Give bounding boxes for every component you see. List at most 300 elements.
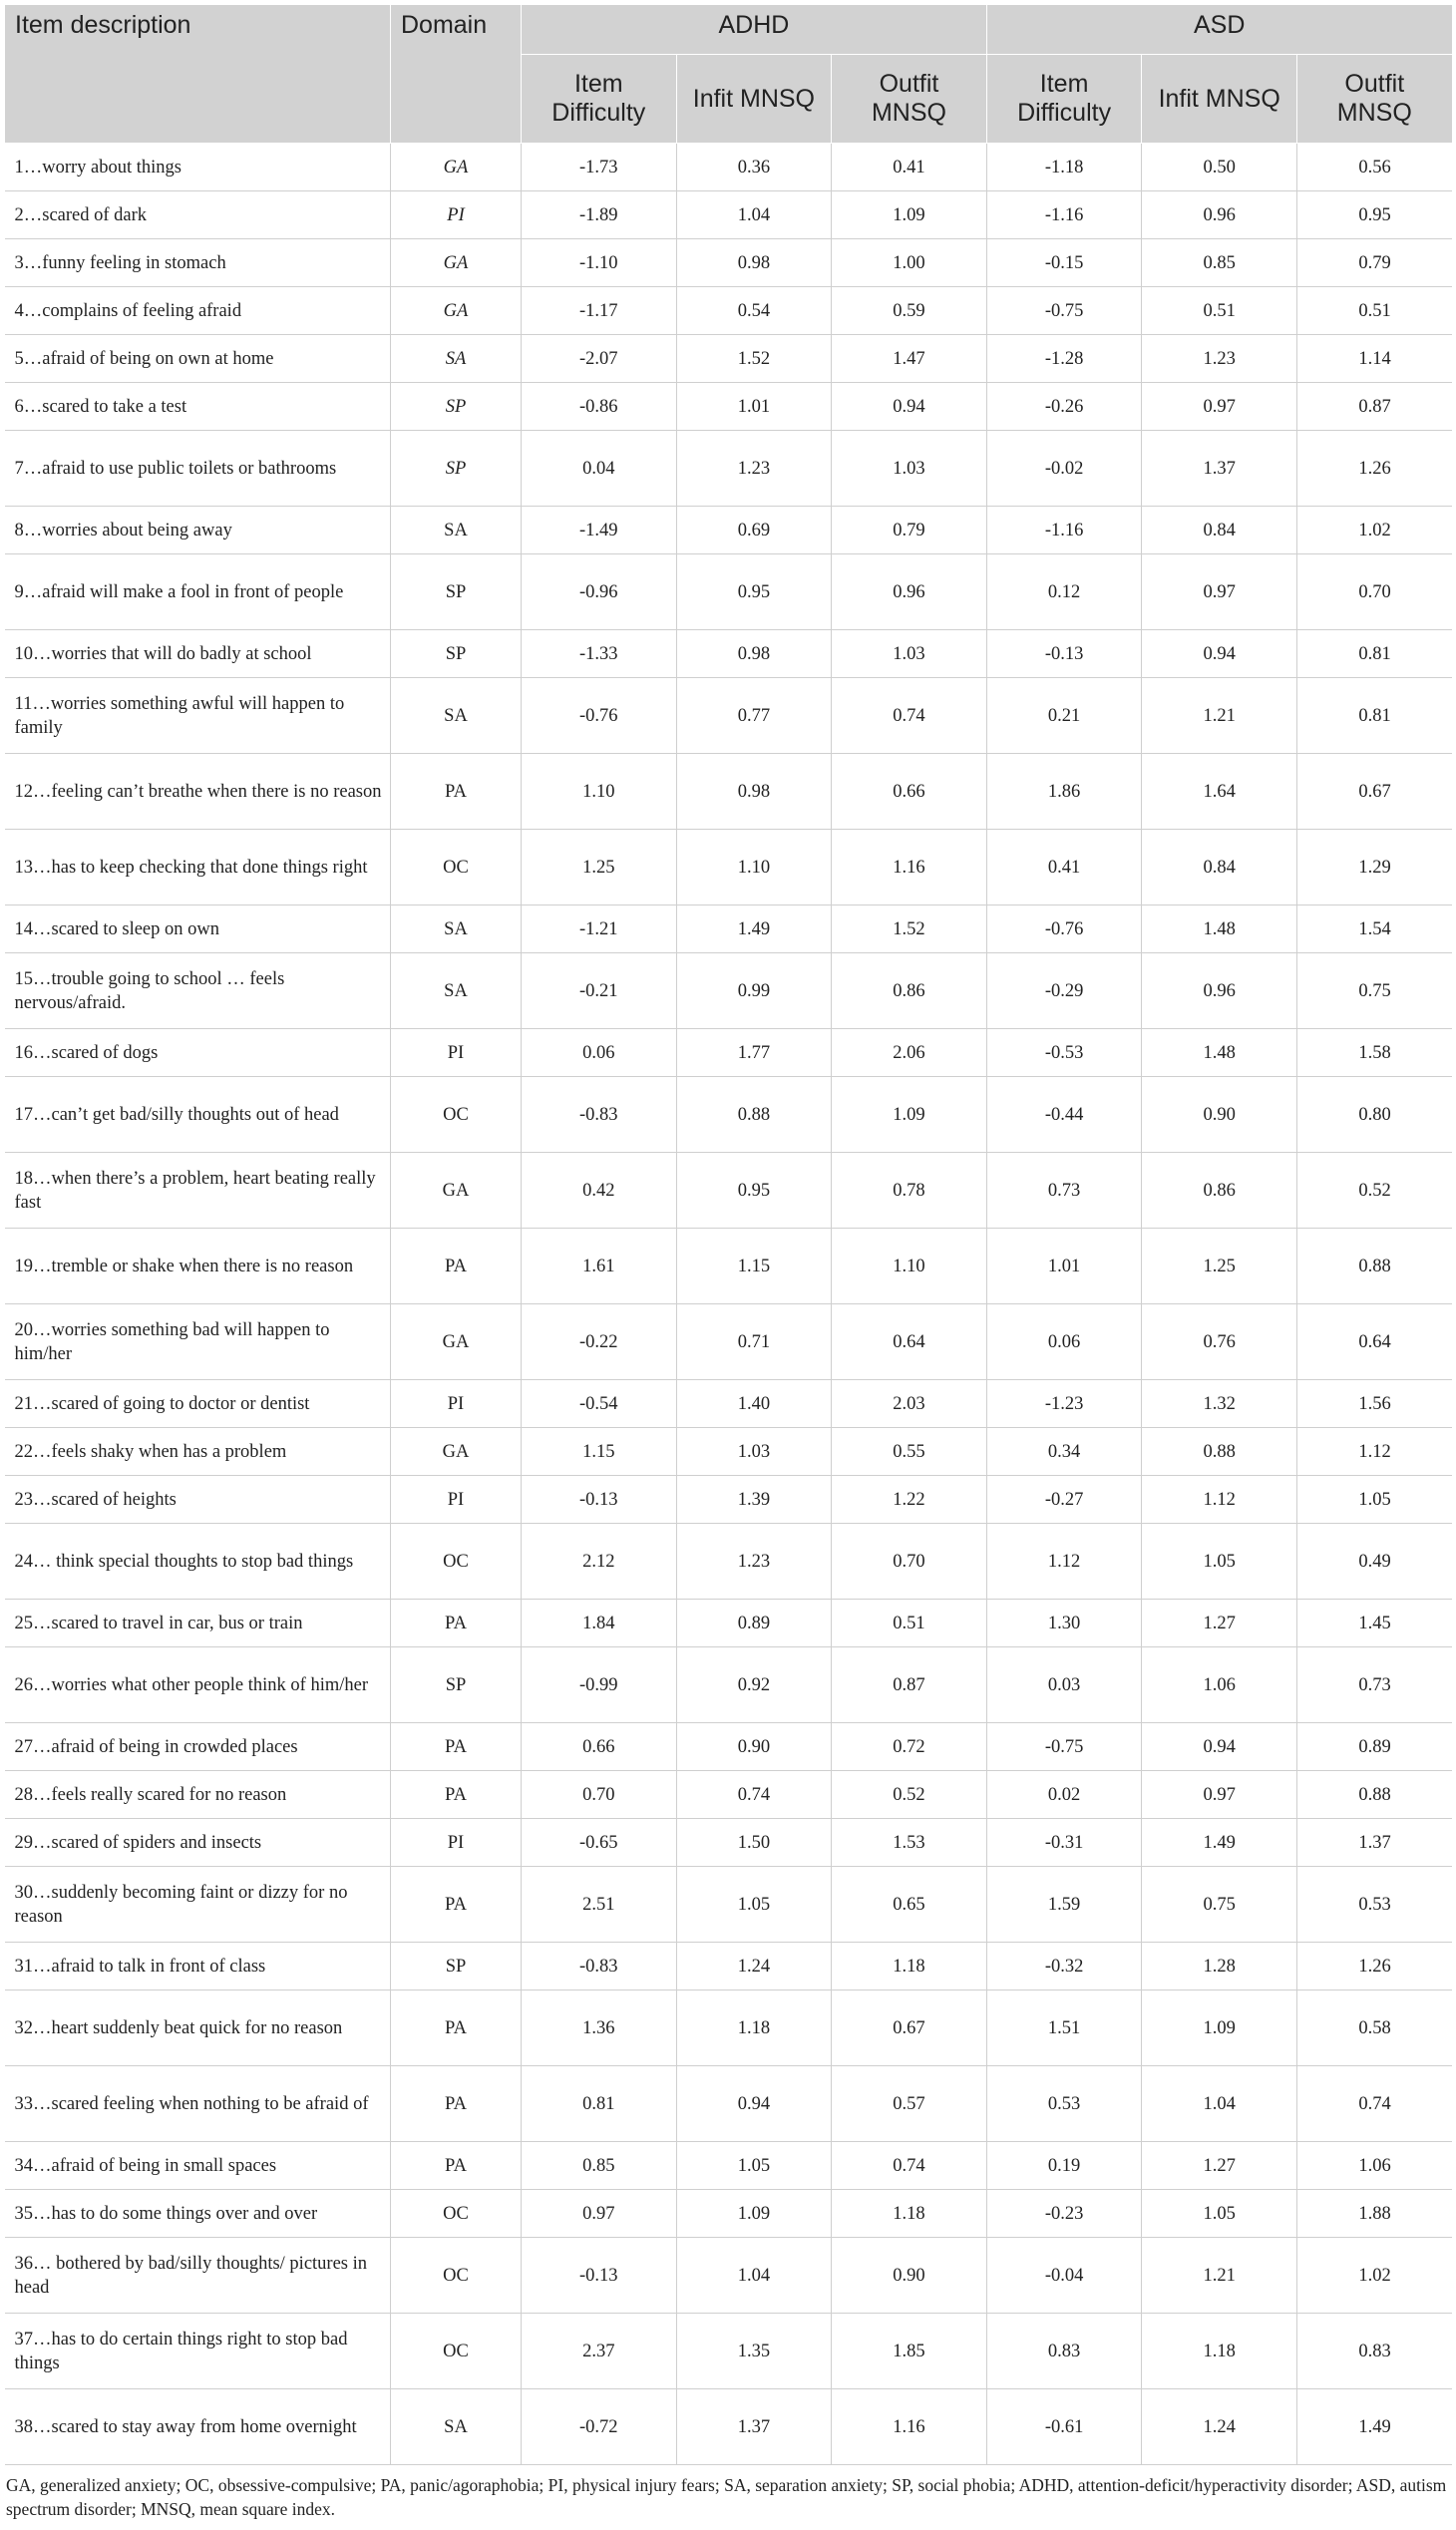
asd-outfit-mnsq-cell: 0.64 (1296, 1304, 1452, 1380)
adhd-outfit-mnsq-cell: 0.86 (832, 953, 987, 1029)
domain-cell: PA (391, 2142, 522, 2190)
asd-outfit-mnsq-cell: 0.67 (1296, 754, 1452, 830)
item-description-cell: 31…afraid to talk in front of class (5, 1943, 391, 1990)
item-description-cell: 5…afraid of being on own at home (5, 335, 391, 383)
adhd-item-difficulty-cell: -1.73 (522, 144, 677, 191)
item-description-cell: 9…afraid will make a fool in front of people (5, 554, 391, 630)
domain-cell: PI (391, 1380, 522, 1428)
adhd-outfit-mnsq-cell: 0.66 (832, 754, 987, 830)
asd-outfit-mnsq-cell: 0.74 (1296, 2066, 1452, 2142)
asd-outfit-mnsq-cell: 0.95 (1296, 191, 1452, 239)
table-row (5, 1304, 1453, 1380)
table-row (5, 2238, 1453, 2314)
table-row (5, 630, 1453, 678)
asd-outfit-mnsq-cell: 1.88 (1296, 2190, 1452, 2238)
asd-item-difficulty-cell: -1.16 (986, 191, 1142, 239)
asd-item-difficulty-cell: -0.26 (986, 383, 1142, 431)
asd-infit-mnsq-cell: 1.18 (1142, 2314, 1297, 2389)
adhd-item-difficulty-cell: -0.13 (522, 1476, 677, 1524)
asd-item-difficulty-cell: 0.34 (986, 1428, 1142, 1476)
table-row (5, 1428, 1453, 1476)
asd-infit-mnsq-cell: 1.32 (1142, 1380, 1297, 1428)
asd-infit-mnsq-cell: 0.75 (1142, 1867, 1297, 1943)
item-description-cell: 25…scared to travel in car, bus or train (5, 1600, 391, 1647)
adhd-outfit-mnsq-cell: 1.52 (832, 905, 987, 953)
item-description-cell: 2…scared of dark (5, 191, 391, 239)
asd-outfit-mnsq-cell: 0.88 (1296, 1771, 1452, 1819)
asd-outfit-mnsq-cell: 1.26 (1296, 431, 1452, 507)
adhd-item-difficulty-cell: 1.15 (522, 1428, 677, 1476)
asd-item-difficulty-cell: 0.19 (986, 2142, 1142, 2190)
domain-cell: SA (391, 953, 522, 1029)
adhd-item-difficulty-cell: 1.36 (522, 1990, 677, 2066)
asd-item-difficulty-cell: -1.28 (986, 335, 1142, 383)
asd-infit-mnsq-cell: 1.28 (1142, 1943, 1297, 1990)
adhd-item-difficulty-cell: -0.65 (522, 1819, 677, 1867)
adhd-item-difficulty-cell: -0.21 (522, 953, 677, 1029)
item-description-cell: 24… think special thoughts to stop bad things (5, 1524, 391, 1600)
asd-item-difficulty-cell: 0.06 (986, 1304, 1142, 1380)
table-row (5, 2066, 1453, 2142)
item-description-cell: 30…suddenly becoming faint or dizzy for no reason (5, 1867, 391, 1943)
asd-infit-mnsq-cell: 0.86 (1142, 1153, 1297, 1229)
adhd-infit-mnsq-cell: 1.50 (676, 1819, 832, 1867)
table-row (5, 2142, 1453, 2190)
asd-infit-mnsq-cell: 1.24 (1142, 2389, 1297, 2465)
item-description-cell: 22…feels shaky when has a problem (5, 1428, 391, 1476)
table-header (5, 5, 1453, 144)
table-row (5, 1077, 1453, 1153)
asd-item-difficulty-cell: 1.51 (986, 1990, 1142, 2066)
adhd-item-difficulty-cell: -0.83 (522, 1943, 677, 1990)
asd-item-difficulty-cell: 0.02 (986, 1771, 1142, 1819)
header-group-adhd: ADHD (522, 5, 987, 55)
asd-infit-mnsq-cell: 0.97 (1142, 554, 1297, 630)
table-row (5, 830, 1453, 905)
adhd-infit-mnsq-cell: 1.15 (676, 1229, 832, 1304)
adhd-infit-mnsq-cell: 1.35 (676, 2314, 832, 2389)
adhd-outfit-mnsq-cell: 1.53 (832, 1819, 987, 1867)
table-row (5, 287, 1453, 335)
adhd-outfit-mnsq-cell: 1.22 (832, 1476, 987, 1524)
asd-infit-mnsq-cell: 1.48 (1142, 905, 1297, 953)
asd-outfit-mnsq-cell: 1.49 (1296, 2389, 1452, 2465)
adhd-infit-mnsq-cell: 1.52 (676, 335, 832, 383)
adhd-item-difficulty-cell: 1.84 (522, 1600, 677, 1647)
item-description-cell: 16…scared of dogs (5, 1029, 391, 1077)
asd-item-difficulty-cell: 0.21 (986, 678, 1142, 754)
table-row (5, 144, 1453, 191)
adhd-outfit-mnsq-cell: 1.18 (832, 1943, 987, 1990)
item-description-cell: 37…has to do certain things right to stop bad things (5, 2314, 391, 2389)
adhd-infit-mnsq-cell: 0.95 (676, 554, 832, 630)
adhd-outfit-mnsq-cell: 1.18 (832, 2190, 987, 2238)
asd-item-difficulty-cell: 1.12 (986, 1524, 1142, 1600)
adhd-item-difficulty-cell: 0.70 (522, 1771, 677, 1819)
domain-cell: PI (391, 1476, 522, 1524)
adhd-infit-mnsq-cell: 0.69 (676, 507, 832, 554)
adhd-outfit-mnsq-cell: 1.09 (832, 191, 987, 239)
item-description-cell: 3…funny feeling in stomach (5, 239, 391, 287)
adhd-item-difficulty-cell: -0.99 (522, 1647, 677, 1723)
asd-outfit-mnsq-cell: 1.56 (1296, 1380, 1452, 1428)
item-description-cell: 4…complains of feeling afraid (5, 287, 391, 335)
adhd-infit-mnsq-cell: 0.98 (676, 630, 832, 678)
adhd-infit-mnsq-cell: 1.23 (676, 1524, 832, 1600)
adhd-item-difficulty-cell: 0.97 (522, 2190, 677, 2238)
adhd-infit-mnsq-cell: 0.98 (676, 754, 832, 830)
table-container (4, 4, 1452, 2521)
asd-item-difficulty-cell: -0.44 (986, 1077, 1142, 1153)
domain-cell: GA (391, 1304, 522, 1380)
adhd-item-difficulty-cell: -1.49 (522, 507, 677, 554)
asd-outfit-mnsq-cell: 0.56 (1296, 144, 1452, 191)
adhd-infit-mnsq-cell: 0.99 (676, 953, 832, 1029)
adhd-item-difficulty-cell: -0.22 (522, 1304, 677, 1380)
domain-cell: SP (391, 1943, 522, 1990)
table-row (5, 1029, 1453, 1077)
item-description-cell: 19…tremble or shake when there is no reason (5, 1229, 391, 1304)
item-description-cell: 32…heart suddenly beat quick for no reason (5, 1990, 391, 2066)
adhd-item-difficulty-cell: 0.06 (522, 1029, 677, 1077)
adhd-infit-mnsq-cell: 1.23 (676, 431, 832, 507)
table-row (5, 678, 1453, 754)
adhd-item-difficulty-cell: 2.12 (522, 1524, 677, 1600)
adhd-item-difficulty-cell: -0.72 (522, 2389, 677, 2465)
asd-infit-mnsq-cell: 0.97 (1142, 1771, 1297, 1819)
item-description-cell: 11…worries something awful will happen to family (5, 678, 391, 754)
asd-infit-mnsq-cell: 1.25 (1142, 1229, 1297, 1304)
asd-item-difficulty-cell: -0.76 (986, 905, 1142, 953)
adhd-item-difficulty-cell: -1.17 (522, 287, 677, 335)
adhd-item-difficulty-cell: -1.33 (522, 630, 677, 678)
asd-outfit-mnsq-cell: 0.79 (1296, 239, 1452, 287)
asd-infit-mnsq-cell: 0.51 (1142, 287, 1297, 335)
adhd-infit-mnsq-cell: 1.09 (676, 2190, 832, 2238)
domain-cell: SA (391, 678, 522, 754)
item-description-cell: 29…scared of spiders and insects (5, 1819, 391, 1867)
table-body (5, 144, 1453, 2465)
domain-cell: PA (391, 754, 522, 830)
table-row (5, 754, 1453, 830)
header-adhd-infit: Infit MNSQ (676, 55, 832, 144)
asd-outfit-mnsq-cell: 0.75 (1296, 953, 1452, 1029)
adhd-outfit-mnsq-cell: 0.74 (832, 2142, 987, 2190)
asd-item-difficulty-cell: -1.16 (986, 507, 1142, 554)
asd-item-difficulty-cell: -0.15 (986, 239, 1142, 287)
asd-infit-mnsq-cell: 0.96 (1142, 191, 1297, 239)
asd-infit-mnsq-cell: 1.27 (1142, 1600, 1297, 1647)
asd-infit-mnsq-cell: 1.05 (1142, 1524, 1297, 1600)
domain-cell: PI (391, 191, 522, 239)
asd-item-difficulty-cell: -0.02 (986, 431, 1142, 507)
domain-cell: SP (391, 554, 522, 630)
adhd-infit-mnsq-cell: 1.18 (676, 1990, 832, 2066)
asd-item-difficulty-cell: -0.31 (986, 1819, 1142, 1867)
adhd-infit-mnsq-cell: 1.01 (676, 383, 832, 431)
asd-infit-mnsq-cell: 1.04 (1142, 2066, 1297, 2142)
adhd-infit-mnsq-cell: 0.77 (676, 678, 832, 754)
table-row (5, 1600, 1453, 1647)
adhd-outfit-mnsq-cell: 1.16 (832, 2389, 987, 2465)
adhd-outfit-mnsq-cell: 0.57 (832, 2066, 987, 2142)
adhd-outfit-mnsq-cell: 0.65 (832, 1867, 987, 1943)
asd-outfit-mnsq-cell: 0.88 (1296, 1229, 1452, 1304)
item-description-cell: 6…scared to take a test (5, 383, 391, 431)
item-description-cell: 10…worries that will do badly at school (5, 630, 391, 678)
asd-outfit-mnsq-cell: 0.49 (1296, 1524, 1452, 1600)
asd-outfit-mnsq-cell: 1.29 (1296, 830, 1452, 905)
domain-cell: PA (391, 1723, 522, 1771)
asd-infit-mnsq-cell: 0.96 (1142, 953, 1297, 1029)
asd-outfit-mnsq-cell: 1.37 (1296, 1819, 1452, 1867)
item-description-cell: 1…worry about things (5, 144, 391, 191)
adhd-outfit-mnsq-cell: 1.10 (832, 1229, 987, 1304)
adhd-infit-mnsq-cell: 1.04 (676, 191, 832, 239)
asd-outfit-mnsq-cell: 1.05 (1296, 1476, 1452, 1524)
table-row (5, 1819, 1453, 1867)
adhd-infit-mnsq-cell: 1.04 (676, 2238, 832, 2314)
asd-infit-mnsq-cell: 0.88 (1142, 1428, 1297, 1476)
asd-outfit-mnsq-cell: 1.06 (1296, 2142, 1452, 2190)
table-row (5, 1943, 1453, 1990)
adhd-item-difficulty-cell: 0.66 (522, 1723, 677, 1771)
asd-outfit-mnsq-cell: 1.14 (1296, 335, 1452, 383)
asd-infit-mnsq-cell: 0.76 (1142, 1304, 1297, 1380)
asd-item-difficulty-cell: -0.27 (986, 1476, 1142, 1524)
adhd-item-difficulty-cell: 1.61 (522, 1229, 677, 1304)
adhd-infit-mnsq-cell: 0.90 (676, 1723, 832, 1771)
header-adhd-outfit: Outfit MNSQ (832, 55, 987, 144)
asd-item-difficulty-cell: 0.12 (986, 554, 1142, 630)
table-row (5, 1476, 1453, 1524)
item-fit-table (4, 4, 1453, 2465)
adhd-item-difficulty-cell: -0.83 (522, 1077, 677, 1153)
table-row (5, 905, 1453, 953)
asd-infit-mnsq-cell: 0.90 (1142, 1077, 1297, 1153)
adhd-item-difficulty-cell: 0.42 (522, 1153, 677, 1229)
asd-infit-mnsq-cell: 0.84 (1142, 830, 1297, 905)
domain-cell: GA (391, 287, 522, 335)
table-row (5, 1380, 1453, 1428)
adhd-item-difficulty-cell: -0.96 (522, 554, 677, 630)
domain-cell: PI (391, 1819, 522, 1867)
adhd-outfit-mnsq-cell: 1.00 (832, 239, 987, 287)
adhd-item-difficulty-cell: 2.51 (522, 1867, 677, 1943)
asd-item-difficulty-cell: 0.73 (986, 1153, 1142, 1229)
adhd-infit-mnsq-cell: 1.37 (676, 2389, 832, 2465)
asd-outfit-mnsq-cell: 0.81 (1296, 630, 1452, 678)
header-group-asd: ASD (986, 5, 1452, 55)
adhd-infit-mnsq-cell: 0.98 (676, 239, 832, 287)
header-domain: Domain (391, 5, 522, 144)
asd-outfit-mnsq-cell: 1.02 (1296, 507, 1452, 554)
table-row (5, 191, 1453, 239)
header-item-description: Item description (5, 5, 391, 144)
item-description-cell: 38…scared to stay away from home overnight (5, 2389, 391, 2465)
adhd-outfit-mnsq-cell: 0.78 (832, 1153, 987, 1229)
adhd-infit-mnsq-cell: 1.10 (676, 830, 832, 905)
asd-outfit-mnsq-cell: 1.58 (1296, 1029, 1452, 1077)
adhd-outfit-mnsq-cell: 0.74 (832, 678, 987, 754)
adhd-outfit-mnsq-cell: 0.90 (832, 2238, 987, 2314)
asd-infit-mnsq-cell: 0.94 (1142, 630, 1297, 678)
asd-infit-mnsq-cell: 1.23 (1142, 335, 1297, 383)
adhd-item-difficulty-cell: -0.54 (522, 1380, 677, 1428)
asd-outfit-mnsq-cell: 1.45 (1296, 1600, 1452, 1647)
domain-cell: OC (391, 830, 522, 905)
adhd-infit-mnsq-cell: 0.74 (676, 1771, 832, 1819)
item-description-cell: 27…afraid of being in crowded places (5, 1723, 391, 1771)
asd-outfit-mnsq-cell: 0.73 (1296, 1647, 1452, 1723)
adhd-item-difficulty-cell: 1.25 (522, 830, 677, 905)
asd-infit-mnsq-cell: 0.97 (1142, 383, 1297, 431)
adhd-outfit-mnsq-cell: 0.70 (832, 1524, 987, 1600)
adhd-item-difficulty-cell: 2.37 (522, 2314, 677, 2389)
adhd-infit-mnsq-cell: 0.88 (676, 1077, 832, 1153)
asd-outfit-mnsq-cell: 0.81 (1296, 678, 1452, 754)
adhd-infit-mnsq-cell: 1.24 (676, 1943, 832, 1990)
asd-outfit-mnsq-cell: 0.89 (1296, 1723, 1452, 1771)
adhd-item-difficulty-cell: -0.86 (522, 383, 677, 431)
domain-cell: OC (391, 2238, 522, 2314)
asd-item-difficulty-cell: -0.13 (986, 630, 1142, 678)
asd-infit-mnsq-cell: 1.21 (1142, 2238, 1297, 2314)
domain-cell: OC (391, 1524, 522, 1600)
adhd-infit-mnsq-cell: 0.36 (676, 144, 832, 191)
domain-cell: PI (391, 1029, 522, 1077)
asd-item-difficulty-cell: 0.41 (986, 830, 1142, 905)
asd-item-difficulty-cell: 1.30 (986, 1600, 1142, 1647)
adhd-outfit-mnsq-cell: 1.03 (832, 431, 987, 507)
table-row (5, 2190, 1453, 2238)
domain-cell: OC (391, 2314, 522, 2389)
adhd-outfit-mnsq-cell: 0.96 (832, 554, 987, 630)
table-row (5, 1867, 1453, 1943)
adhd-item-difficulty-cell: -0.76 (522, 678, 677, 754)
asd-outfit-mnsq-cell: 0.58 (1296, 1990, 1452, 2066)
adhd-outfit-mnsq-cell: 1.47 (832, 335, 987, 383)
table-row (5, 1524, 1453, 1600)
adhd-outfit-mnsq-cell: 0.51 (832, 1600, 987, 1647)
adhd-infit-mnsq-cell: 1.49 (676, 905, 832, 953)
domain-cell: PA (391, 1771, 522, 1819)
adhd-outfit-mnsq-cell: 1.03 (832, 630, 987, 678)
adhd-infit-mnsq-cell: 1.39 (676, 1476, 832, 1524)
table-row (5, 1723, 1453, 1771)
table-row (5, 554, 1453, 630)
asd-infit-mnsq-cell: 0.50 (1142, 144, 1297, 191)
asd-infit-mnsq-cell: 1.48 (1142, 1029, 1297, 1077)
domain-cell: PA (391, 1990, 522, 2066)
adhd-infit-mnsq-cell: 1.05 (676, 2142, 832, 2190)
asd-infit-mnsq-cell: 0.85 (1142, 239, 1297, 287)
adhd-item-difficulty-cell: 0.81 (522, 2066, 677, 2142)
table-row (5, 1153, 1453, 1229)
domain-cell: GA (391, 1153, 522, 1229)
asd-outfit-mnsq-cell: 0.53 (1296, 1867, 1452, 1943)
adhd-outfit-mnsq-cell: 2.06 (832, 1029, 987, 1077)
domain-cell: PA (391, 1867, 522, 1943)
adhd-outfit-mnsq-cell: 1.85 (832, 2314, 987, 2389)
asd-outfit-mnsq-cell: 1.26 (1296, 1943, 1452, 1990)
item-description-cell: 12…feeling can’t breathe when there is no reason (5, 754, 391, 830)
item-description-cell: 23…scared of heights (5, 1476, 391, 1524)
adhd-item-difficulty-cell: -1.21 (522, 905, 677, 953)
asd-item-difficulty-cell: -1.18 (986, 144, 1142, 191)
asd-item-difficulty-cell: -0.29 (986, 953, 1142, 1029)
item-description-cell: 28…feels really scared for no reason (5, 1771, 391, 1819)
table-row (5, 2389, 1453, 2465)
asd-outfit-mnsq-cell: 0.51 (1296, 287, 1452, 335)
asd-item-difficulty-cell: -0.61 (986, 2389, 1142, 2465)
item-description-cell: 14…scared to sleep on own (5, 905, 391, 953)
item-description-cell: 17…can’t get bad/silly thoughts out of head (5, 1077, 391, 1153)
adhd-item-difficulty-cell: -0.13 (522, 2238, 677, 2314)
domain-cell: OC (391, 2190, 522, 2238)
adhd-outfit-mnsq-cell: 0.41 (832, 144, 987, 191)
header-adhd-item-difficulty: Item Difficulty (522, 55, 677, 144)
asd-item-difficulty-cell: 0.83 (986, 2314, 1142, 2389)
item-description-cell: 26…worries what other people think of him/her (5, 1647, 391, 1723)
domain-cell: GA (391, 239, 522, 287)
asd-infit-mnsq-cell: 1.06 (1142, 1647, 1297, 1723)
asd-infit-mnsq-cell: 0.94 (1142, 1723, 1297, 1771)
domain-cell: OC (391, 1077, 522, 1153)
table-row (5, 383, 1453, 431)
table-row (5, 953, 1453, 1029)
adhd-outfit-mnsq-cell: 0.94 (832, 383, 987, 431)
asd-item-difficulty-cell: 1.01 (986, 1229, 1142, 1304)
domain-cell: GA (391, 144, 522, 191)
asd-item-difficulty-cell: 0.53 (986, 2066, 1142, 2142)
domain-cell: SP (391, 431, 522, 507)
header-asd-infit: Infit MNSQ (1142, 55, 1297, 144)
item-description-cell: 8…worries about being away (5, 507, 391, 554)
adhd-item-difficulty-cell: -1.89 (522, 191, 677, 239)
adhd-item-difficulty-cell: 0.85 (522, 2142, 677, 2190)
header-asd-item-difficulty: Item Difficulty (986, 55, 1142, 144)
asd-infit-mnsq-cell: 1.09 (1142, 1990, 1297, 2066)
asd-item-difficulty-cell: -1.23 (986, 1380, 1142, 1428)
adhd-outfit-mnsq-cell: 0.72 (832, 1723, 987, 1771)
asd-infit-mnsq-cell: 1.27 (1142, 2142, 1297, 2190)
item-description-cell: 21…scared of going to doctor or dentist (5, 1380, 391, 1428)
item-description-cell: 20…worries something bad will happen to him/her (5, 1304, 391, 1380)
asd-item-difficulty-cell: -0.53 (986, 1029, 1142, 1077)
domain-cell: SA (391, 335, 522, 383)
table-row (5, 431, 1453, 507)
item-description-cell: 7…afraid to use public toilets or bathrooms (5, 431, 391, 507)
asd-outfit-mnsq-cell: 1.54 (1296, 905, 1452, 953)
domain-cell: PA (391, 1600, 522, 1647)
item-description-cell: 13…has to keep checking that done things right (5, 830, 391, 905)
asd-infit-mnsq-cell: 1.49 (1142, 1819, 1297, 1867)
domain-cell: SP (391, 1647, 522, 1723)
adhd-infit-mnsq-cell: 0.94 (676, 2066, 832, 2142)
table-row (5, 1647, 1453, 1723)
adhd-outfit-mnsq-cell: 0.59 (832, 287, 987, 335)
adhd-outfit-mnsq-cell: 1.16 (832, 830, 987, 905)
asd-item-difficulty-cell: 1.59 (986, 1867, 1142, 1943)
asd-outfit-mnsq-cell: 1.12 (1296, 1428, 1452, 1476)
asd-item-difficulty-cell: -0.04 (986, 2238, 1142, 2314)
table-row (5, 2314, 1453, 2389)
asd-infit-mnsq-cell: 1.05 (1142, 2190, 1297, 2238)
adhd-infit-mnsq-cell: 1.40 (676, 1380, 832, 1428)
domain-cell: GA (391, 1428, 522, 1476)
adhd-infit-mnsq-cell: 0.95 (676, 1153, 832, 1229)
